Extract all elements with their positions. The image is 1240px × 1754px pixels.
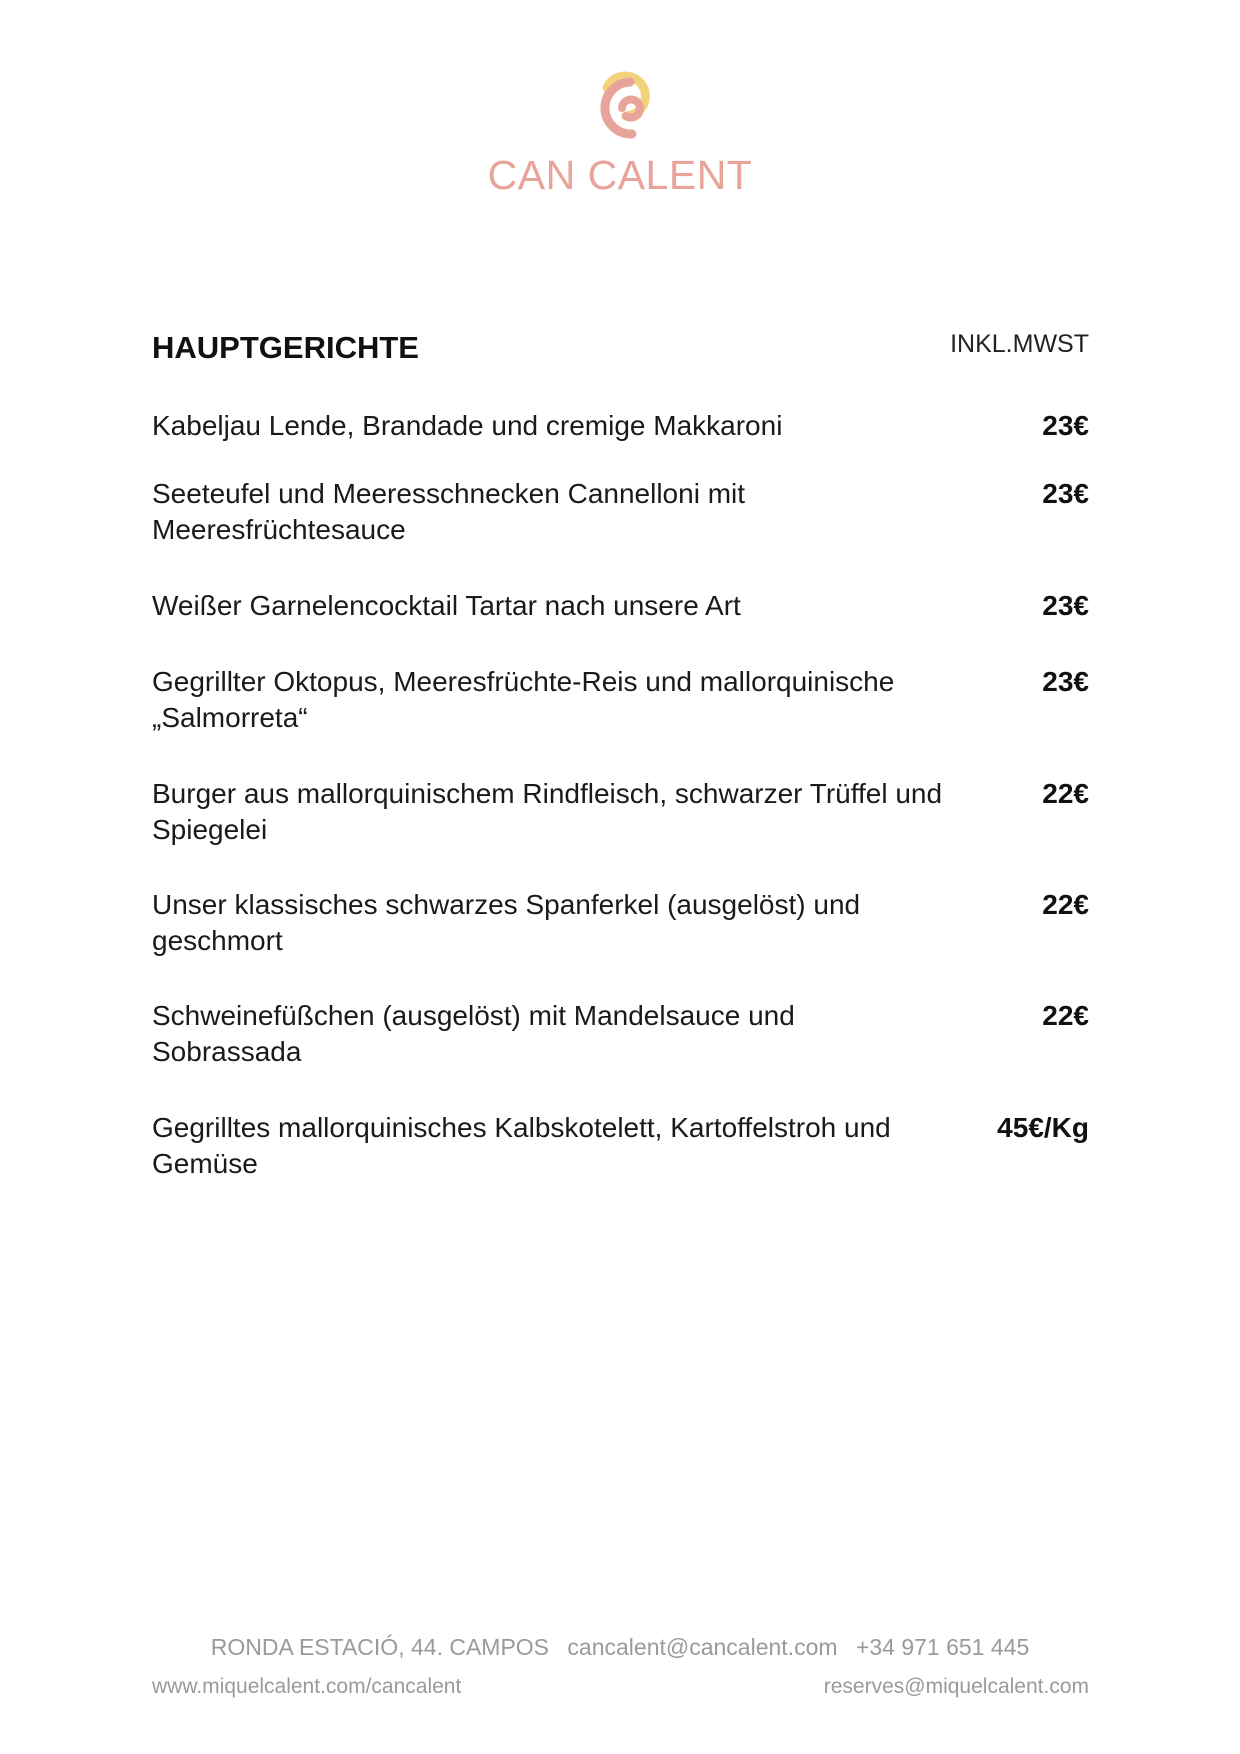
menu-item — [152, 476, 1089, 588]
can-calent-logo-icon — [580, 58, 660, 148]
section-header — [152, 330, 1089, 370]
menu-item — [152, 664, 1089, 776]
brand-name: CAN CALENT — [487, 152, 753, 198]
dish-name: Gegrillter Oktopus, Meeresfrüchte-Reis und mallorquinische „Salmorreta“ — [152, 666, 895, 733]
tax-note: INKL.MWST — [950, 330, 1089, 358]
dish-name: Gegrilltes mallorquinisches Kalbskotelett, Kartoffelstroh und Gemüse — [152, 1112, 891, 1179]
menu-item — [152, 408, 1089, 476]
menu-list — [152, 408, 1089, 1190]
dish-price: 23€ — [1042, 590, 1089, 621]
dish-price: 23€ — [1042, 666, 1089, 697]
dish-price: 45€/Kg — [997, 1112, 1089, 1143]
dish-price: 22€ — [1042, 778, 1089, 809]
menu-item — [152, 776, 1089, 887]
footer-contact — [0, 1634, 1240, 1661]
dish-name: Weißer Garnelencocktail Tartar nach unsere Art — [152, 590, 741, 621]
footer-website[interactable]: www.miquelcalent.com/cancalent — [152, 1675, 462, 1698]
dish-name: Unser klassisches schwarzes Spanferkel (ausgelöst) und geschmort — [152, 889, 861, 956]
dish-price: 23€ — [1042, 410, 1089, 441]
footer-reservations[interactable]: reserves@miquelcalent.com — [823, 1675, 1089, 1698]
footer-phone[interactable]: +34 971 651 445 — [855, 1634, 1030, 1660]
dish-name: Schweinefüßchen (ausgelöst) mit Mandelsauce und Sobrassada — [152, 1000, 795, 1067]
menu-item — [152, 588, 1089, 664]
dish-price: 22€ — [1042, 1000, 1089, 1031]
menu-item — [152, 1110, 1089, 1190]
footer-address: RONDA ESTACIÓ, 44. CAMPOS — [210, 1634, 550, 1660]
footer-email[interactable]: cancalent@cancalent.com — [567, 1634, 838, 1660]
brand-logo — [0, 58, 1240, 199]
dish-price: 22€ — [1042, 889, 1089, 920]
dish-name: Burger aus mallorquinischem Rindfleisch, schwarzer Trüffel und Spiegelei — [152, 778, 943, 845]
dish-name: Seeteufel und Meeresschnecken Cannelloni mit Meeresfrüchtesauce — [152, 478, 746, 545]
dish-price: 23€ — [1042, 478, 1089, 509]
menu-item — [152, 887, 1089, 998]
dish-name: Kabeljau Lende, Brandade und cremige Makkaroni — [152, 410, 783, 441]
section-title: HAUPTGERICHTE — [152, 330, 419, 365]
menu-item — [152, 998, 1089, 1110]
